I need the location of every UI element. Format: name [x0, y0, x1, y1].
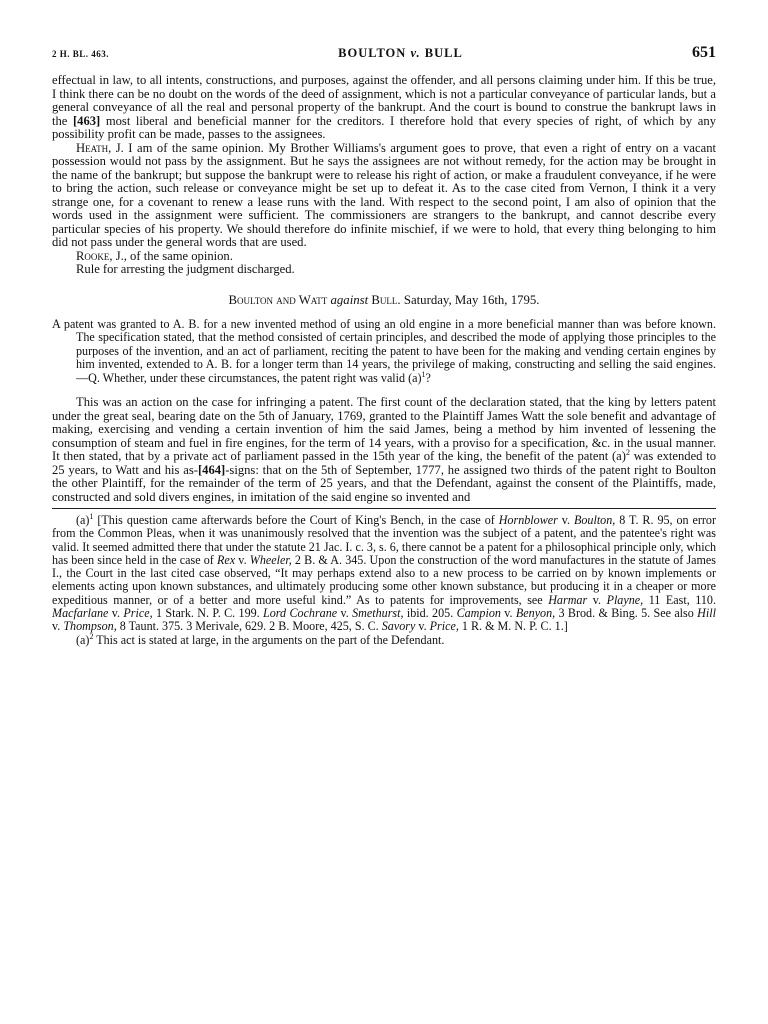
footnote-text: v.: [52, 619, 64, 634]
rule-disposition: Rule for arresting the judgment discharged.: [76, 262, 295, 276]
case-name: Rex: [217, 552, 236, 567]
case-name: Playne,: [606, 592, 644, 607]
case-title: [52, 293, 716, 308]
page-number: 651: [691, 44, 716, 61]
footnote-text: v.: [337, 606, 353, 621]
case-name: Campion: [456, 606, 501, 621]
opinion-text: , J. I am of the same opinion. My Brother Williams's argument goes to prove, that even a right of entry on a vacant possession would not pass by the assignment. But he says the assignees are not without remedy, for the action may be brought in the name of the bankrupt; but suppose the bankrupt were to release his right of action, or make a fraudulent conveyance, if he were to bring the action, such release or conveyance might be set up to defeat it. As to the case cited from Vernon, I think it a very strange one, for a covenant to renew a lease runs with the land. With respect to the second point, I am also of opinion that the words used in the assignment were sufficient. The commissioners are strangers to the bankrupt, and cannot describe every particular species of his property. We should therefore do infinite mischief, if we were to hold, that every thing belonging to him did not pass under the general words that are used.: [52, 140, 716, 249]
footnote-text: This act is stated at large, in the arguments on the part of the Defendant.: [93, 632, 445, 647]
statement-text: was extended to 25 years, to Watt and his as-: [52, 449, 716, 477]
opinion-text: most liberal and beneficial manner for the creditors. I therefore hold that every species of right, of which by any possibility profit can be made, passes to the assignees.: [52, 113, 716, 141]
footnote-text: 11 East, 110.: [643, 592, 716, 607]
footnote-text: v.: [415, 619, 430, 634]
case-name: Hill: [697, 606, 716, 621]
footnote-text: 1 Stark. N. P. C. 199.: [152, 606, 264, 621]
opinion-text: , J., of the same opinion.: [109, 248, 233, 263]
case-name: Macfarlane: [52, 606, 109, 621]
footnote-text: 2 B. & A. 345. Upon the construction of the word manufactures in the statute of James I., the Court in the last cited case observed, “It may perhaps extend also to a new process to be carried on by known implements or elements acting upon known substances, and ultimately producing some other known substance, but producing it in a cheaper or more expeditious manner, or of a better and more useful kind.” As to patents for improvements, see: [52, 552, 717, 607]
running-header: [52, 44, 716, 74]
footnote-number: 2: [89, 631, 94, 641]
footnote-mark: (a): [76, 632, 90, 647]
statement-text: This was an action on the case for infringing a patent. The first count of the declaration stated, that the king by letters patent under the great seal, bearing date on the 5th of January, 1769, granted to the Plaintiff James Watt the sole benefit and advantage of making, exercising and vending a certain invention of him the said James, being a method by him invented of lessening the consumption of steam and fuel in fire engines, for the term of 14 years, with a proviso for a specification, &c. in the usual manner. It then stated, that by a private act of parliament passed in the 15th year of the king, the benefit of the patent: [52, 395, 716, 463]
case-name: Benyon,: [515, 606, 556, 621]
case-parties: Boulton and Watt: [228, 292, 328, 307]
footnote-2: [52, 631, 716, 647]
case-name: Price,: [123, 606, 153, 621]
headnote-end: ?: [425, 370, 431, 385]
case-statement: [52, 396, 716, 504]
headnote-text: A patent was granted to A. B. for a new invented method of using an old engine in a more beneficial manner than was before known. The specification stated, that the method consisted of certain principles, and described the mode of applying those principles to the purposes of the invention, and an act of parliament, reciting the patent to have been for the making and vending certain engines by him invented, extended to A. B. for a longer term than 14 years, the privilege of making, constructing and selling the said engines.—Q. Whether, under these circumstances, the patent right was valid: [52, 316, 716, 385]
opinion-paragraph: [52, 74, 716, 142]
case-defendant: Bull.: [371, 292, 401, 307]
footnote-ref-number: 1: [421, 369, 426, 379]
footnote-ref: (a): [611, 449, 626, 463]
judge-name: Rooke: [76, 248, 110, 263]
case-against: against: [330, 292, 369, 307]
case-name: Harmar: [548, 592, 588, 607]
case-name: Boulton,: [573, 513, 616, 527]
footnote-1: [52, 511, 717, 634]
running-title-v: v.: [410, 46, 421, 60]
footnote-text: v.: [587, 592, 607, 607]
footnote-divider: [52, 508, 716, 509]
footnote-ref: (a): [408, 370, 422, 385]
statement-text: -signs: that on the 5th of September, 1777, he assigned two thirds of the patent right to Boulton the other Plaintiff, for the remainder of the term of 25 years, and that the Defendant, against the consent of the Plaintiffs, made, constructed and sold divers engines, in imitation of the said engine so invented and: [52, 462, 716, 504]
footnote-text: ibid. 205.: [403, 606, 457, 621]
headnote: [52, 318, 716, 386]
case-name: Savory: [381, 619, 416, 634]
running-title: [338, 46, 463, 61]
pin-cite: [464]: [197, 462, 226, 477]
footnote-ref-number: 2: [625, 447, 630, 457]
footnote-number: 1: [89, 511, 94, 521]
case-name: Price,: [429, 619, 459, 634]
footnote-text: [This question came afterwards before the Court of King's Bench, in the case of: [93, 513, 499, 527]
case-name: Smethurst,: [352, 606, 404, 621]
footnote-text: 8 T. R. 95, on error from the Common Pleas, when it was unanimously resolved that the invention was the subject of a patent, and the patentee's right was valid. It seemed admitted there that under the statute 21 Jac. I. c. 3, s. 6, there cannot be a patent for a philosophical principle only, which has been since held in the case of: [52, 513, 716, 567]
rooke-opinion: [52, 250, 716, 264]
case-name: Hornblower: [498, 513, 558, 527]
opinion-text: effectual in law, to all intents, constructions, and purposes, against the offender, and all persons claiming under him. If this be true, I think there can be no doubt on the words of the deed of assignment, which is not a particular conveyance of particular lands, but a general conveyance of all the real and personal property of the bankrupt. And the court is bound to construe the bankrupt laws in the: [52, 73, 716, 128]
case-date: Saturday, May 16th, 1795.: [403, 292, 540, 307]
case-name: Wheeler,: [249, 552, 292, 567]
footnote-text: v.: [108, 606, 124, 621]
footnote-mark: (a): [76, 513, 90, 527]
case-name: Thompson,: [63, 619, 117, 634]
pin-cite: [463]: [72, 113, 101, 128]
footnote-text: 1 R. & M. N. P. C. 1.]: [458, 619, 568, 634]
footnote-text: v.: [235, 552, 250, 567]
footnote-text: 8 Taunt. 375. 3 Merivale, 629. 2 B. Moore, 425, S. C.: [116, 619, 382, 634]
judge-name: Heath: [76, 140, 109, 155]
heath-opinion: [52, 142, 716, 250]
footnote-text: 3 Brod. & Bing. 5. See also: [555, 606, 698, 621]
running-title-right: BULL: [420, 46, 463, 60]
footnote-text: v.: [557, 513, 574, 527]
running-title-left: BOULTON: [338, 46, 411, 60]
report-citation: 2 H. BL. 463.: [52, 49, 110, 59]
case-name: Lord Cochrane: [263, 606, 338, 621]
footnote-text: v.: [500, 606, 516, 621]
